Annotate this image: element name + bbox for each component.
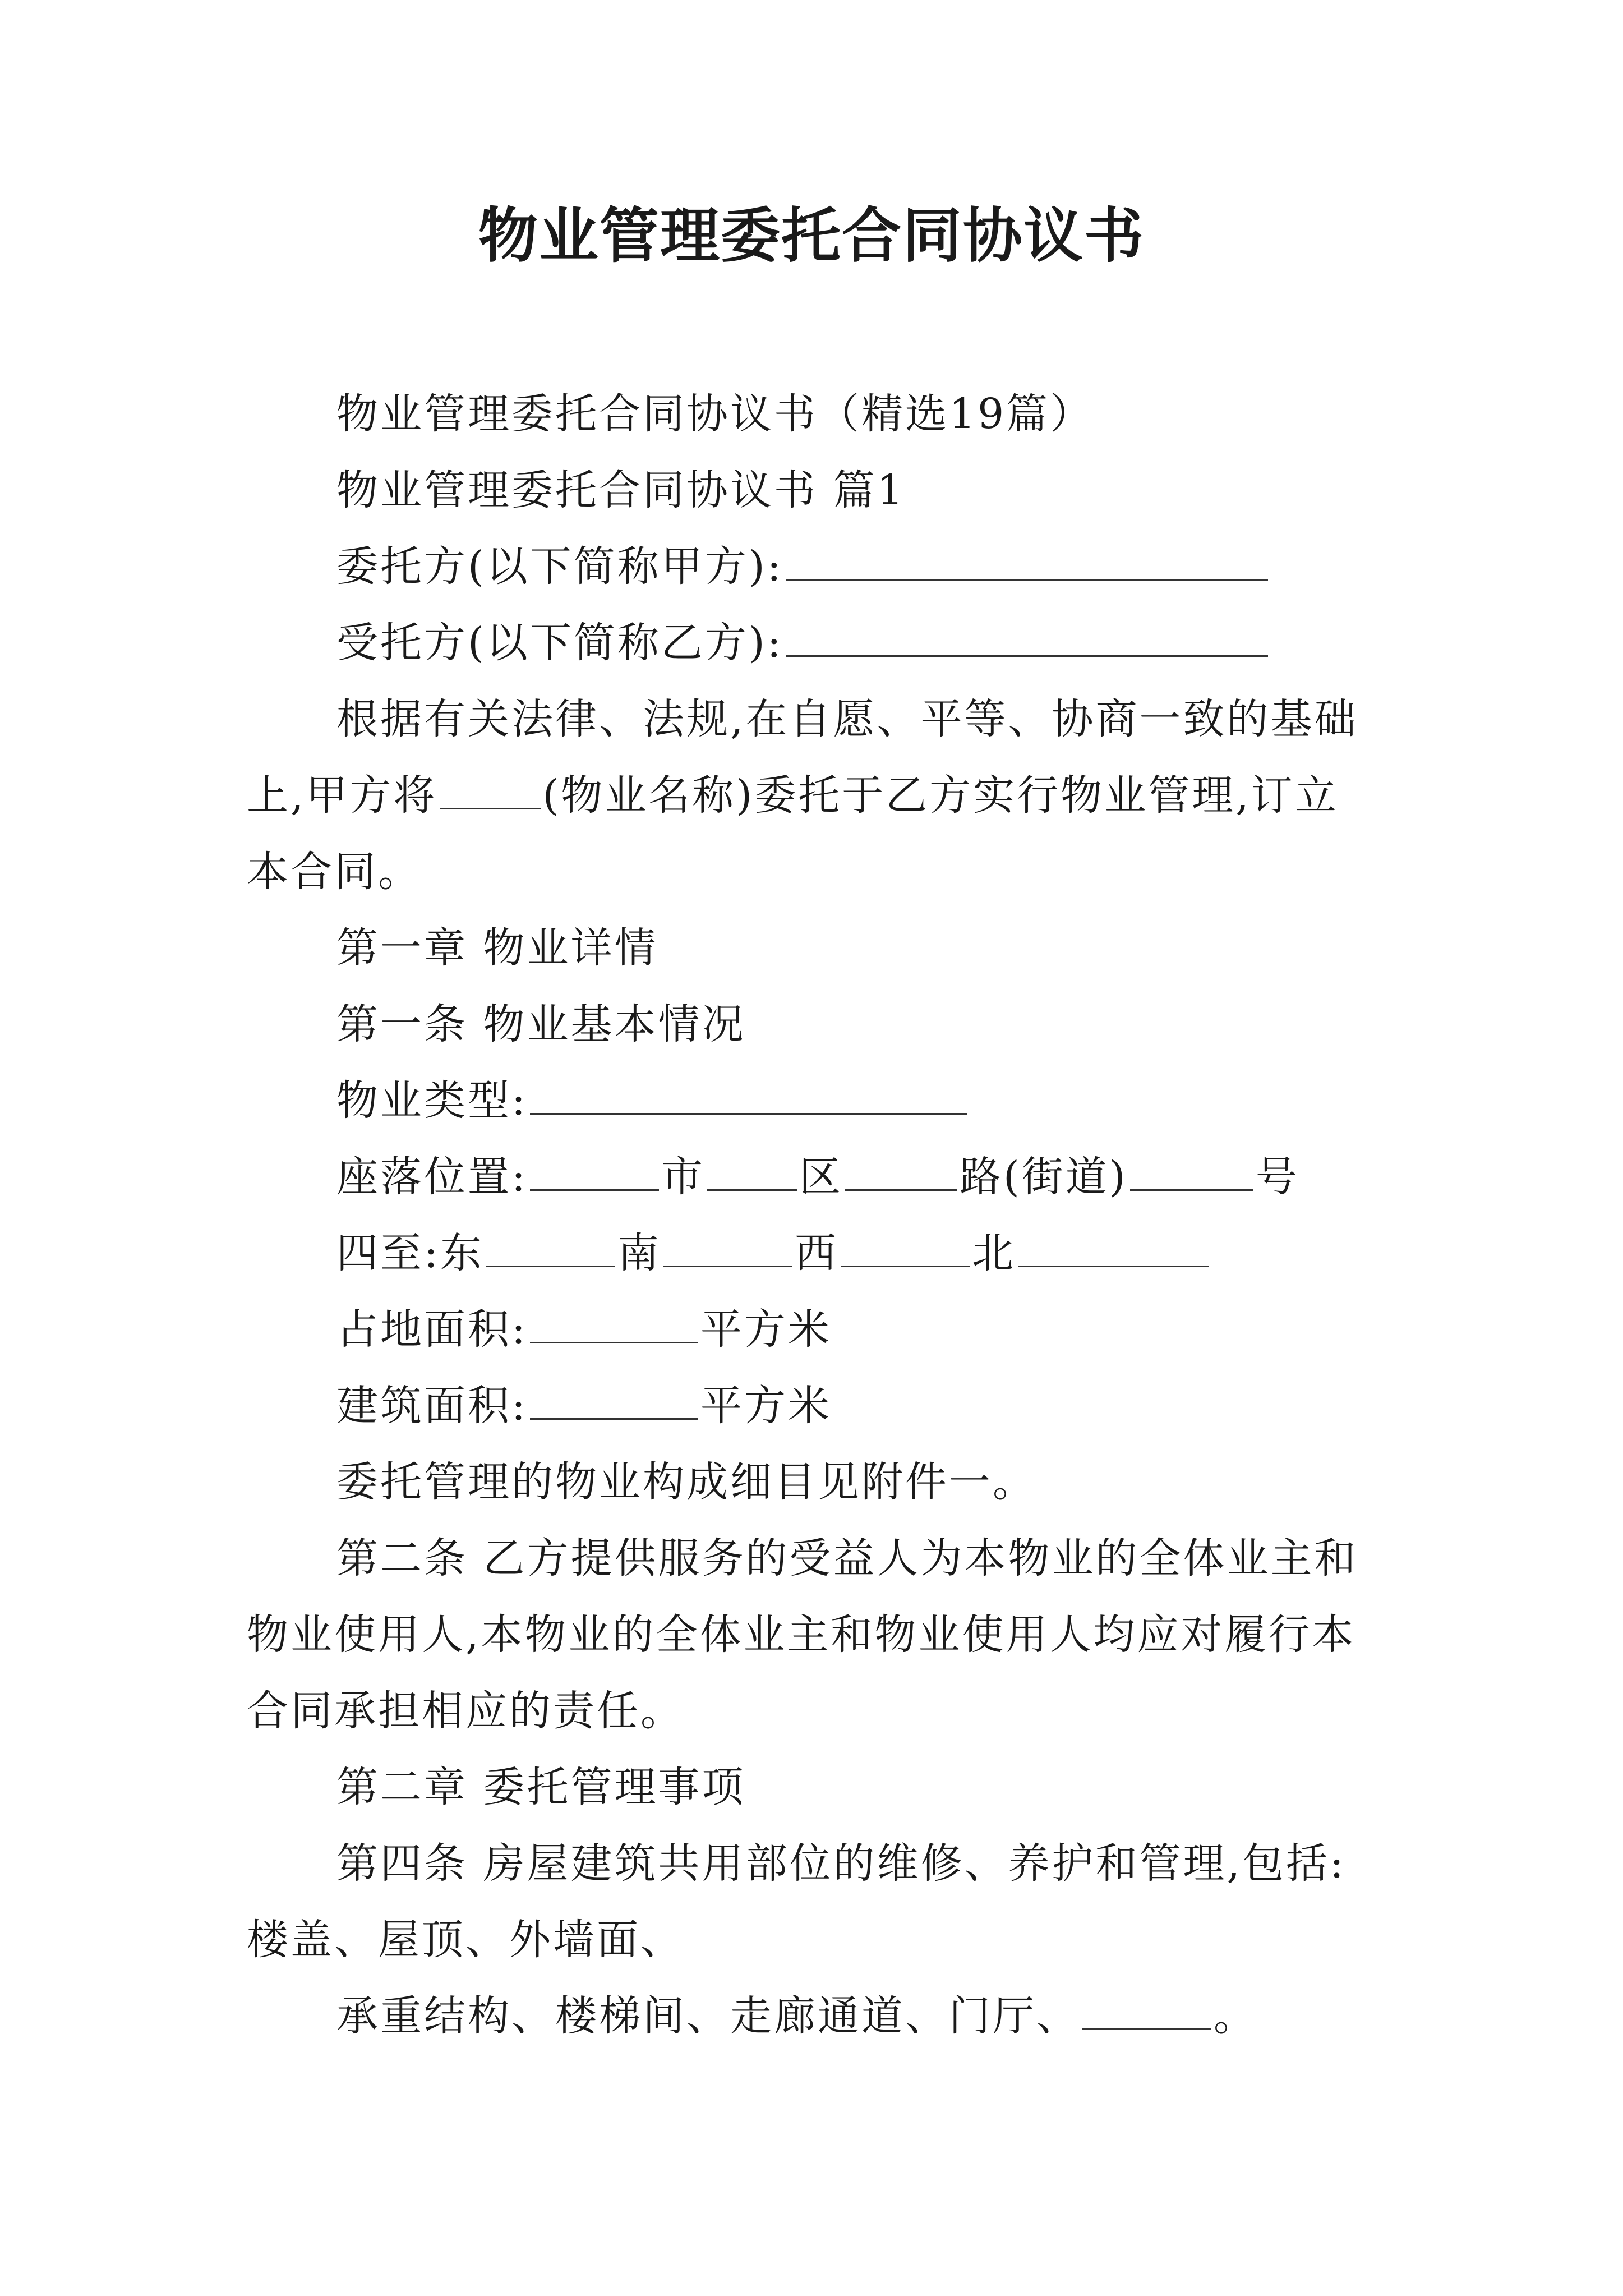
- property-type-blank: [530, 1076, 967, 1115]
- boundary-east-label: 四至:东: [336, 1229, 484, 1277]
- building-area-label: 建筑面积:: [336, 1382, 528, 1430]
- section-heading: 物业管理委托合同协议书 篇1: [336, 466, 906, 514]
- property-type-line: [336, 1074, 970, 1128]
- location-line: [336, 1150, 1299, 1204]
- road-label: 路(街道): [959, 1153, 1128, 1201]
- article-4-text: 承重结构、楼梯间、走廊通道、门厅、: [336, 1992, 1080, 2040]
- trustee-party-blank: [786, 618, 1268, 657]
- article-4-blank: [1082, 1991, 1211, 2030]
- city-blank: [530, 1152, 659, 1191]
- chapter-2-heading: 第二章 委托管理事项: [336, 1763, 746, 1811]
- preamble-text-b: (物业名称)委托于乙方实行物业管理,订立: [542, 771, 1339, 820]
- boundary-west-blank: [841, 1228, 970, 1267]
- principal-party-line: [336, 540, 1270, 593]
- land-area-label: 占地面积:: [336, 1305, 528, 1354]
- property-type-label: 物业类型:: [336, 1076, 528, 1125]
- number-blank: [1130, 1152, 1253, 1191]
- article-4-period: 。: [1214, 1992, 1257, 2040]
- land-area-blank: [530, 1305, 698, 1343]
- preamble-line-2: [247, 769, 1339, 822]
- trustee-party-label: 受托方(以下简称乙方):: [336, 619, 783, 667]
- building-area-blank: [530, 1381, 698, 1420]
- article-4-line-3: [336, 1989, 1257, 2043]
- boundary-west-label: 西: [794, 1229, 838, 1277]
- trustee-party-line: [336, 616, 1270, 670]
- number-label: 号: [1255, 1153, 1299, 1201]
- district-label: 区: [799, 1153, 843, 1201]
- boundary-north-label: 北: [971, 1229, 1016, 1277]
- article-2-line-2: 物业使用人,本物业的全体业主和物业使用人均应对履行本: [247, 1611, 1356, 1659]
- document-title: 物业管理委托合同协议书: [478, 200, 1145, 270]
- preamble-text-a: 上,甲方将: [247, 771, 437, 820]
- land-area-unit: 平方米: [700, 1305, 832, 1354]
- preamble-line-3: 本合同。: [247, 848, 422, 896]
- district-blank: [707, 1152, 797, 1191]
- boundary-south-blank: [663, 1228, 792, 1267]
- city-label: 市: [661, 1153, 705, 1201]
- land-area-line: [336, 1303, 832, 1356]
- building-area-unit: 平方米: [700, 1382, 832, 1430]
- road-blank: [845, 1152, 957, 1191]
- boundary-south-label: 南: [617, 1229, 661, 1277]
- preamble-line-1: 根据有关法律、法规,在自愿、平等、协商一致的基础: [336, 695, 1358, 743]
- building-area-line: [336, 1379, 832, 1433]
- property-name-blank: [440, 771, 541, 809]
- chapter-1-heading: 第一章 物业详情: [336, 924, 658, 972]
- article-4-line-2: 楼盖、屋顶、外墙面、: [247, 1916, 684, 1964]
- annex-note: 委托管理的物业构成细目见附件一。: [336, 1458, 1036, 1506]
- principal-party-blank: [786, 542, 1268, 581]
- principal-party-label: 委托方(以下简称甲方):: [336, 542, 783, 591]
- article-2-line-1: 第二条 乙方提供服务的受益人为本物业的全体业主和: [336, 1534, 1358, 1582]
- subtitle-line: 物业管理委托合同协议书（精选19篇）: [336, 390, 1094, 438]
- article-4-line-1: 第四条 房屋建筑共用部位的维修、养护和管理,包括:: [336, 1839, 1346, 1888]
- location-label: 座落位置:: [336, 1153, 528, 1201]
- article-2-line-3: 合同承担相应的责任。: [247, 1687, 684, 1735]
- boundaries-line: [336, 1226, 1211, 1280]
- boundary-east-blank: [486, 1228, 615, 1267]
- article-1-heading: 第一条 物业基本情况: [336, 1000, 746, 1048]
- boundary-north-blank: [1018, 1228, 1209, 1267]
